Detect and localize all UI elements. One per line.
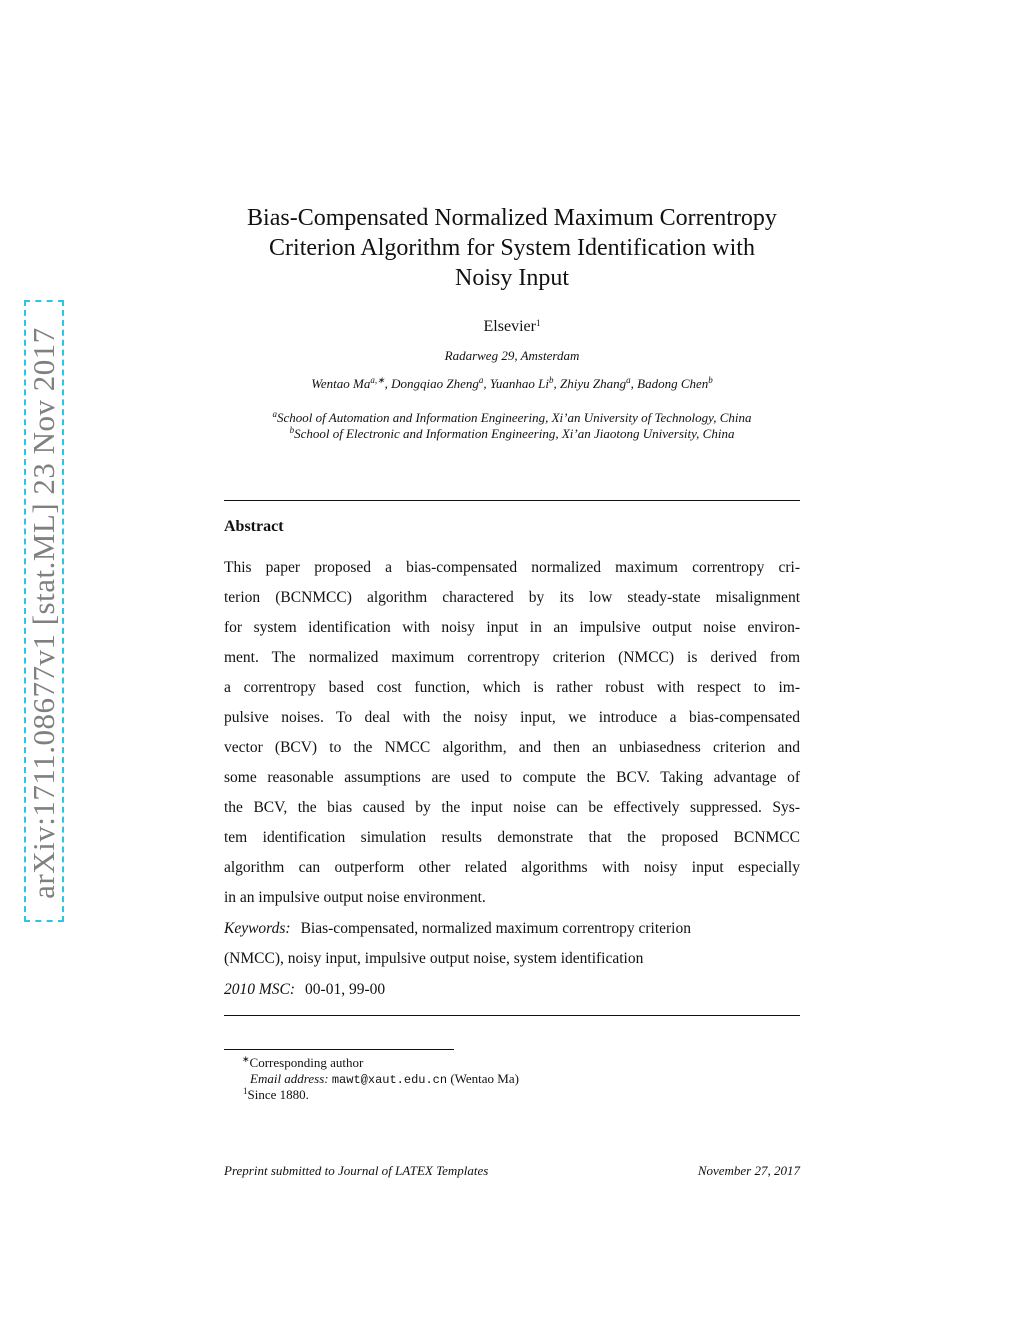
abstract-line: algorithm can outperform other related algorithms with noisy input especially — [224, 859, 800, 876]
abstract-line: pulsive noises. To deal with the noisy input, we introduce a bias-compensated — [224, 709, 800, 726]
title-line: Noisy Input — [455, 265, 569, 291]
abstract-line: This paper proposed a bias-compensated normalized maximum correntropy cri- — [224, 559, 800, 576]
arxiv-stamp — [24, 300, 64, 922]
preprint-date: November 27, 2017 — [697, 1163, 800, 1178]
affiliation-a: $^a$School of Automation and Information Engineering, Xi’an University of Technology, China — [272, 409, 752, 425]
affiliation-b: $^b$School of Electronic and Information Engineering, Xi’an Jiaotong University, China — [289, 425, 735, 441]
publisher — [224, 318, 800, 336]
title-line: Criterion Algorithm for System Identification with — [269, 235, 755, 261]
title-line: Bias-Compensated Normalized Maximum Correntropy — [247, 205, 777, 231]
author: Dongqiao Zheng$^a$, — [391, 375, 490, 391]
abstract-line: vector (BCV) to the NMCC algorithm, and then an unbiasedness criterion and — [224, 739, 800, 756]
abstract-line: for system identification with noisy input in an impulsive output noise environ- — [224, 619, 800, 636]
abstract-line: some reasonable assumptions are used to compute the BCV. Taking advantage of — [224, 769, 800, 786]
publisher-footnote-mark: 1 — [535, 318, 541, 328]
keywords-continued: (NMCC), noisy input, impulsive output noise, system identification — [224, 950, 644, 967]
footnote-email: Email address: mawt@xaut.edu.cn (Wentao Ma) — [250, 1071, 519, 1087]
arxiv-identifier: arXiv:1711.08677v1 [stat.ML] 23 Nov 2017 — [26, 327, 61, 899]
author: Yuanhao Li$^b$, — [489, 375, 561, 391]
abstract-bottom-rule — [224, 1015, 800, 1016]
paper-title — [200, 203, 824, 293]
msc-value: 00-01, 99-00 — [305, 981, 386, 998]
abstract-line: terion (BCNMCC) algorithm charactered by its low steady-state misalignment — [224, 589, 800, 606]
abstract-top-rule — [224, 500, 800, 501]
author: Zhiyu Zhang$^a$, — [560, 375, 638, 391]
abstract-heading: Abstract — [224, 518, 284, 535]
keywords-label: Keywords: — [224, 920, 291, 937]
publisher-address: Radarweg 29, Amsterdam — [444, 348, 580, 363]
abstract-line: ment. The normalized maximum correntropy criterion (NMCC) is derived from — [224, 649, 800, 666]
footnote-rule — [224, 1049, 454, 1050]
abstract-line: tem identification simulation results demonstrate that the proposed BCNMCC — [224, 829, 800, 846]
author: Wentao $Ma^{a,∗}$, — [311, 375, 392, 391]
footnote-corresponding: ∗Corresponding author — [242, 1054, 364, 1070]
publisher-name: Elsevier — [483, 318, 536, 335]
keywords — [224, 920, 800, 938]
abstract-line: in an impulsive output noise environment. — [224, 889, 486, 906]
abstract-line: a correntropy based cost function, which is rather robust with respect to im- — [224, 679, 800, 696]
msc-label: 2010 MSC: — [224, 981, 296, 998]
msc-classification — [224, 981, 800, 999]
footnote-since: $^1$Since 1880. — [243, 1086, 309, 1102]
email-link[interactable]: mawt@xaut.edu.cn — [331, 1073, 448, 1087]
author-list — [224, 376, 800, 392]
author: Badong Chen$^b$ — [637, 375, 713, 391]
abstract-line: the BCV, the bias caused by the input noise can be effectively suppressed. Sys- — [224, 799, 800, 816]
preprint-note: Preprint submitted to Journal of LATEX Templates — [224, 1163, 489, 1178]
keywords-text: Bias-compensated, normalized maximum correntropy criterion — [300, 920, 691, 937]
